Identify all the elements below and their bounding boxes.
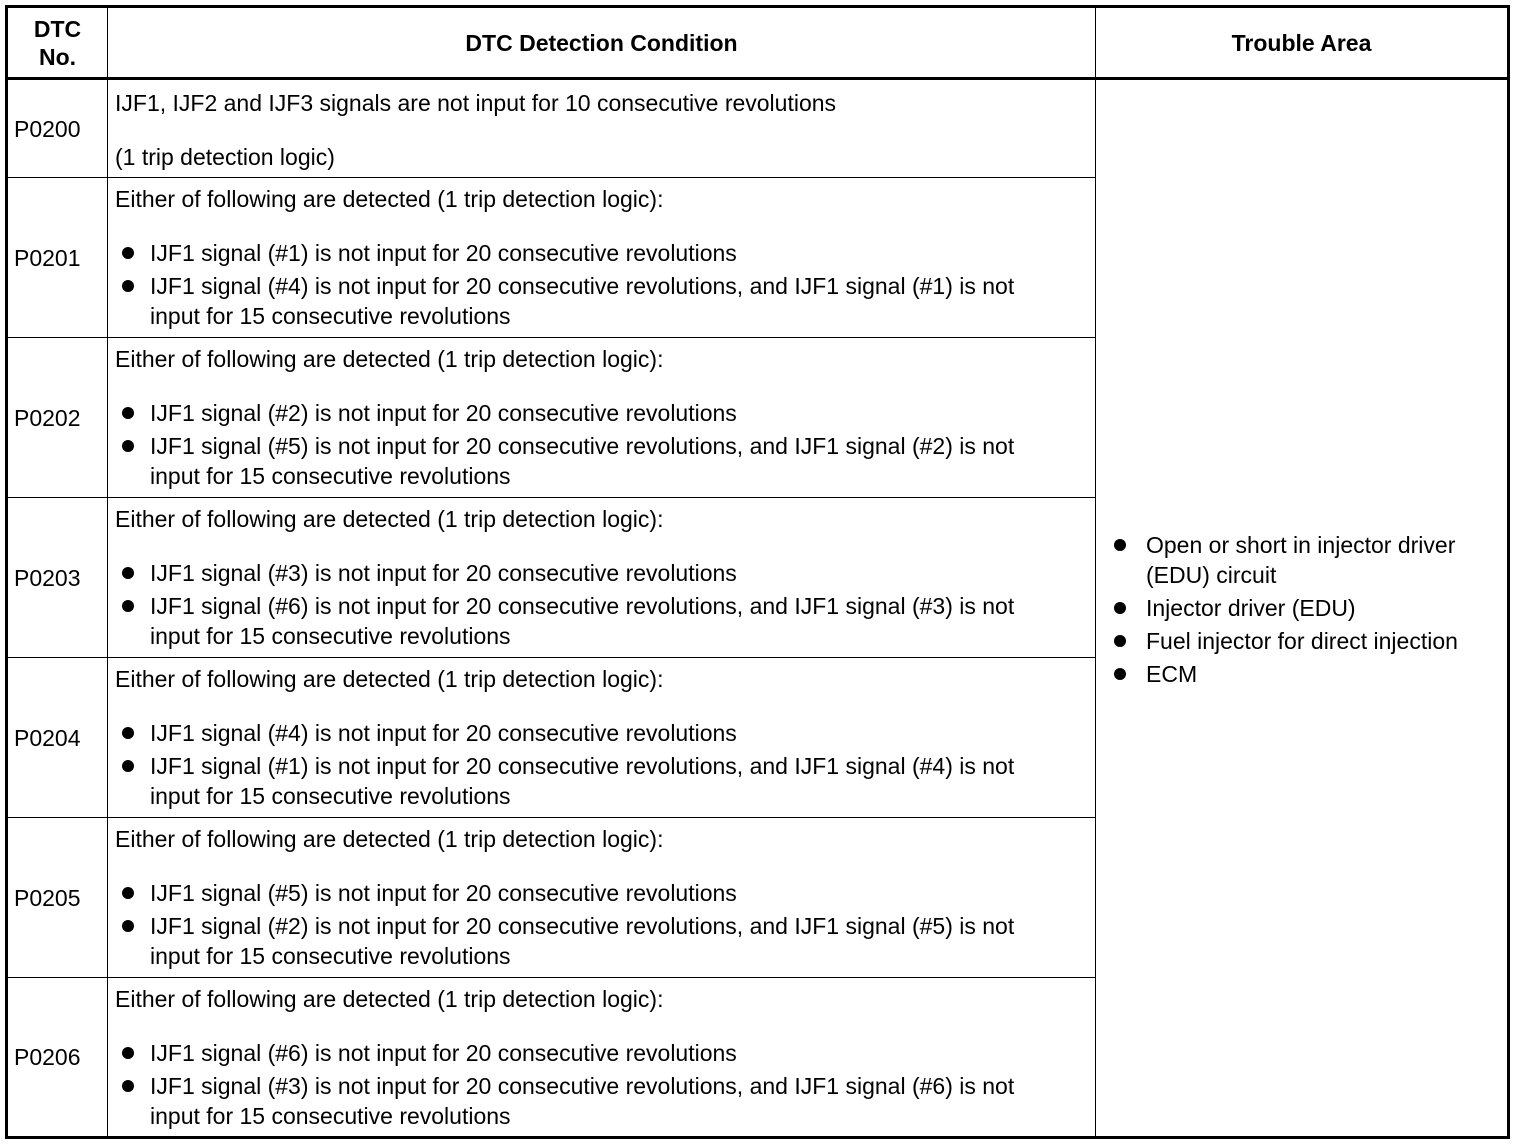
condition-list xyxy=(115,718,1065,811)
dtc-code: P0204 xyxy=(7,658,108,818)
list-item: IJF1 signal (#1) is not input for 20 consecutive revolutions xyxy=(115,238,1065,268)
bullet-icon xyxy=(122,920,134,932)
list-item: IJF1 signal (#6) is not input for 20 consecutive revolutions xyxy=(115,1038,1065,1068)
dtc-code: P0202 xyxy=(7,338,108,498)
condition-list xyxy=(115,1038,1065,1131)
bullet-icon xyxy=(122,1047,134,1059)
detection-condition xyxy=(108,498,1096,658)
header-trouble-area: Trouble Area xyxy=(1096,7,1509,79)
list-item: Open or short in injector driver (EDU) circuit xyxy=(1110,530,1499,590)
dtc-code: P0201 xyxy=(7,178,108,338)
dtc-table xyxy=(5,5,1510,1139)
detection-condition xyxy=(108,178,1096,338)
bullet-icon xyxy=(1114,602,1126,614)
header-row xyxy=(7,7,1509,79)
bullet-icon xyxy=(122,887,134,899)
condition-intro: Either of following are detected (1 trip detection logic): xyxy=(115,506,664,532)
detection-condition xyxy=(108,79,1096,178)
detection-condition xyxy=(108,658,1096,818)
condition-intro: Either of following are detected (1 trip detection logic): xyxy=(115,826,664,852)
header-dtc-no: DTC No. xyxy=(7,7,108,79)
bullet-icon xyxy=(122,567,134,579)
list-item: IJF1 signal (#1) is not input for 20 consecutive revolutions, and IJF1 signal (#4) is not input for 15 consecutive revolutions xyxy=(115,751,1065,811)
detection-condition xyxy=(108,338,1096,498)
condition-intro: Either of following are detected (1 trip detection logic): xyxy=(115,186,664,212)
list-item: IJF1 signal (#4) is not input for 20 consecutive revolutions xyxy=(115,718,1065,748)
bullet-icon xyxy=(122,1080,134,1092)
list-item: IJF1 signal (#3) is not input for 20 consecutive revolutions, and IJF1 signal (#6) is not input for 15 consecutive revolutions xyxy=(115,1071,1065,1131)
list-item: IJF1 signal (#6) is not input for 20 consecutive revolutions, and IJF1 signal (#3) is not input for 15 consecutive revolutions xyxy=(115,591,1065,651)
bullet-icon xyxy=(122,760,134,772)
list-item: IJF1 signal (#5) is not input for 20 consecutive revolutions, and IJF1 signal (#2) is not input for 15 consecutive revolutions xyxy=(115,431,1065,491)
table-row xyxy=(7,79,1509,178)
bullet-icon xyxy=(122,600,134,612)
dtc-code: P0203 xyxy=(7,498,108,658)
trouble-area xyxy=(1096,79,1509,1138)
list-item: IJF1 signal (#5) is not input for 20 consecutive revolutions xyxy=(115,878,1065,908)
bullet-icon xyxy=(122,440,134,452)
dtc-code: P0206 xyxy=(7,978,108,1138)
condition-list xyxy=(115,238,1065,331)
list-item: IJF1 signal (#2) is not input for 20 consecutive revolutions, and IJF1 signal (#5) is not input for 15 consecutive revolutions xyxy=(115,911,1065,971)
detection-condition xyxy=(108,978,1096,1138)
condition-list xyxy=(115,398,1065,491)
condition-text: IJF1, IJF2 and IJF3 signals are not input for 10 consecutive revolutions xyxy=(115,90,837,116)
bullet-icon xyxy=(122,727,134,739)
list-item: IJF1 signal (#3) is not input for 20 consecutive revolutions xyxy=(115,558,1065,588)
bullet-icon xyxy=(122,407,134,419)
condition-intro: Either of following are detected (1 trip detection logic): xyxy=(115,986,664,1012)
bullet-icon xyxy=(1114,539,1126,551)
bullet-icon xyxy=(122,247,134,259)
bullet-icon xyxy=(122,280,134,292)
list-item: IJF1 signal (#4) is not input for 20 consecutive revolutions, and IJF1 signal (#1) is not input for 15 consecutive revolutions xyxy=(115,271,1065,331)
list-item: Fuel injector for direct injection xyxy=(1110,626,1499,656)
list-item: Injector driver (EDU) xyxy=(1110,593,1499,623)
condition-intro: Either of following are detected (1 trip detection logic): xyxy=(115,346,664,372)
condition-list xyxy=(115,558,1065,651)
bullet-icon xyxy=(1114,668,1126,680)
bullet-icon xyxy=(1114,635,1126,647)
dtc-code: P0200 xyxy=(7,79,108,178)
trouble-area-list xyxy=(1110,530,1499,689)
header-condition: DTC Detection Condition xyxy=(108,7,1096,79)
detection-condition xyxy=(108,818,1096,978)
condition-intro: Either of following are detected (1 trip detection logic): xyxy=(115,666,664,692)
list-item: ECM xyxy=(1110,659,1499,689)
dtc-code: P0205 xyxy=(7,818,108,978)
condition-note: (1 trip detection logic) xyxy=(115,144,335,170)
condition-list xyxy=(115,878,1065,971)
list-item: IJF1 signal (#2) is not input for 20 consecutive revolutions xyxy=(115,398,1065,428)
